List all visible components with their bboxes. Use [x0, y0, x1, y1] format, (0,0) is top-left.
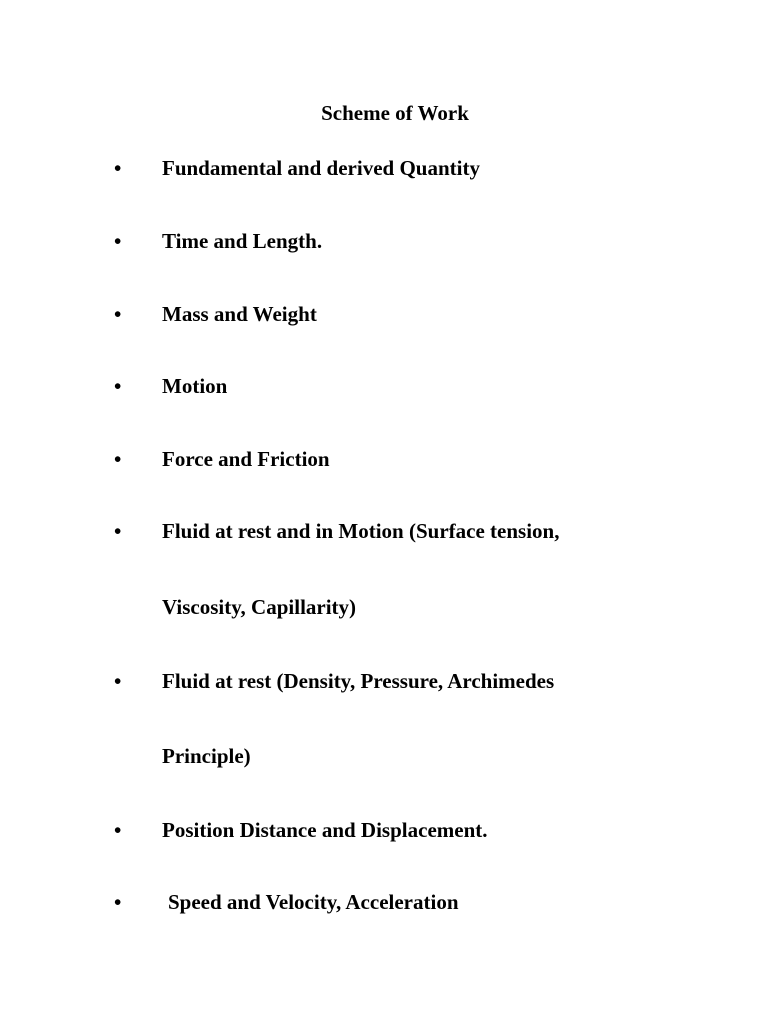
list-item-text: Force and Friction	[162, 447, 330, 471]
bullet-icon: •	[114, 818, 122, 842]
bullet-icon: •	[114, 669, 122, 693]
list-item-text: Fluid at rest and in Motion (Surface tension,	[162, 519, 560, 543]
bullet-icon: •	[114, 156, 122, 180]
list-item-continuation: Viscosity, Capillarity)	[162, 595, 357, 619]
list-item-text: Time and Length.	[162, 229, 323, 253]
bullet-icon: •	[114, 374, 122, 398]
bullet-icon: •	[114, 519, 122, 543]
list-item-text: Position Distance and Displacement.	[162, 818, 488, 842]
bullet-icon: •	[114, 302, 122, 326]
list-item-text: Mass and Weight	[162, 302, 317, 326]
list-item-text: Speed and Velocity, Acceleration	[168, 890, 459, 914]
bullet-icon: •	[114, 229, 122, 253]
page-title: Scheme of Work	[321, 101, 469, 125]
list-item-continuation: Principle)	[162, 744, 251, 768]
list-item-text: Fundamental and derived Quantity	[162, 156, 480, 180]
list-item-text: Fluid at rest (Density, Pressure, Archimedes	[162, 669, 555, 693]
bullet-icon: •	[114, 447, 122, 471]
list-item-text: Motion	[162, 374, 228, 398]
bullet-icon: •	[114, 890, 122, 914]
